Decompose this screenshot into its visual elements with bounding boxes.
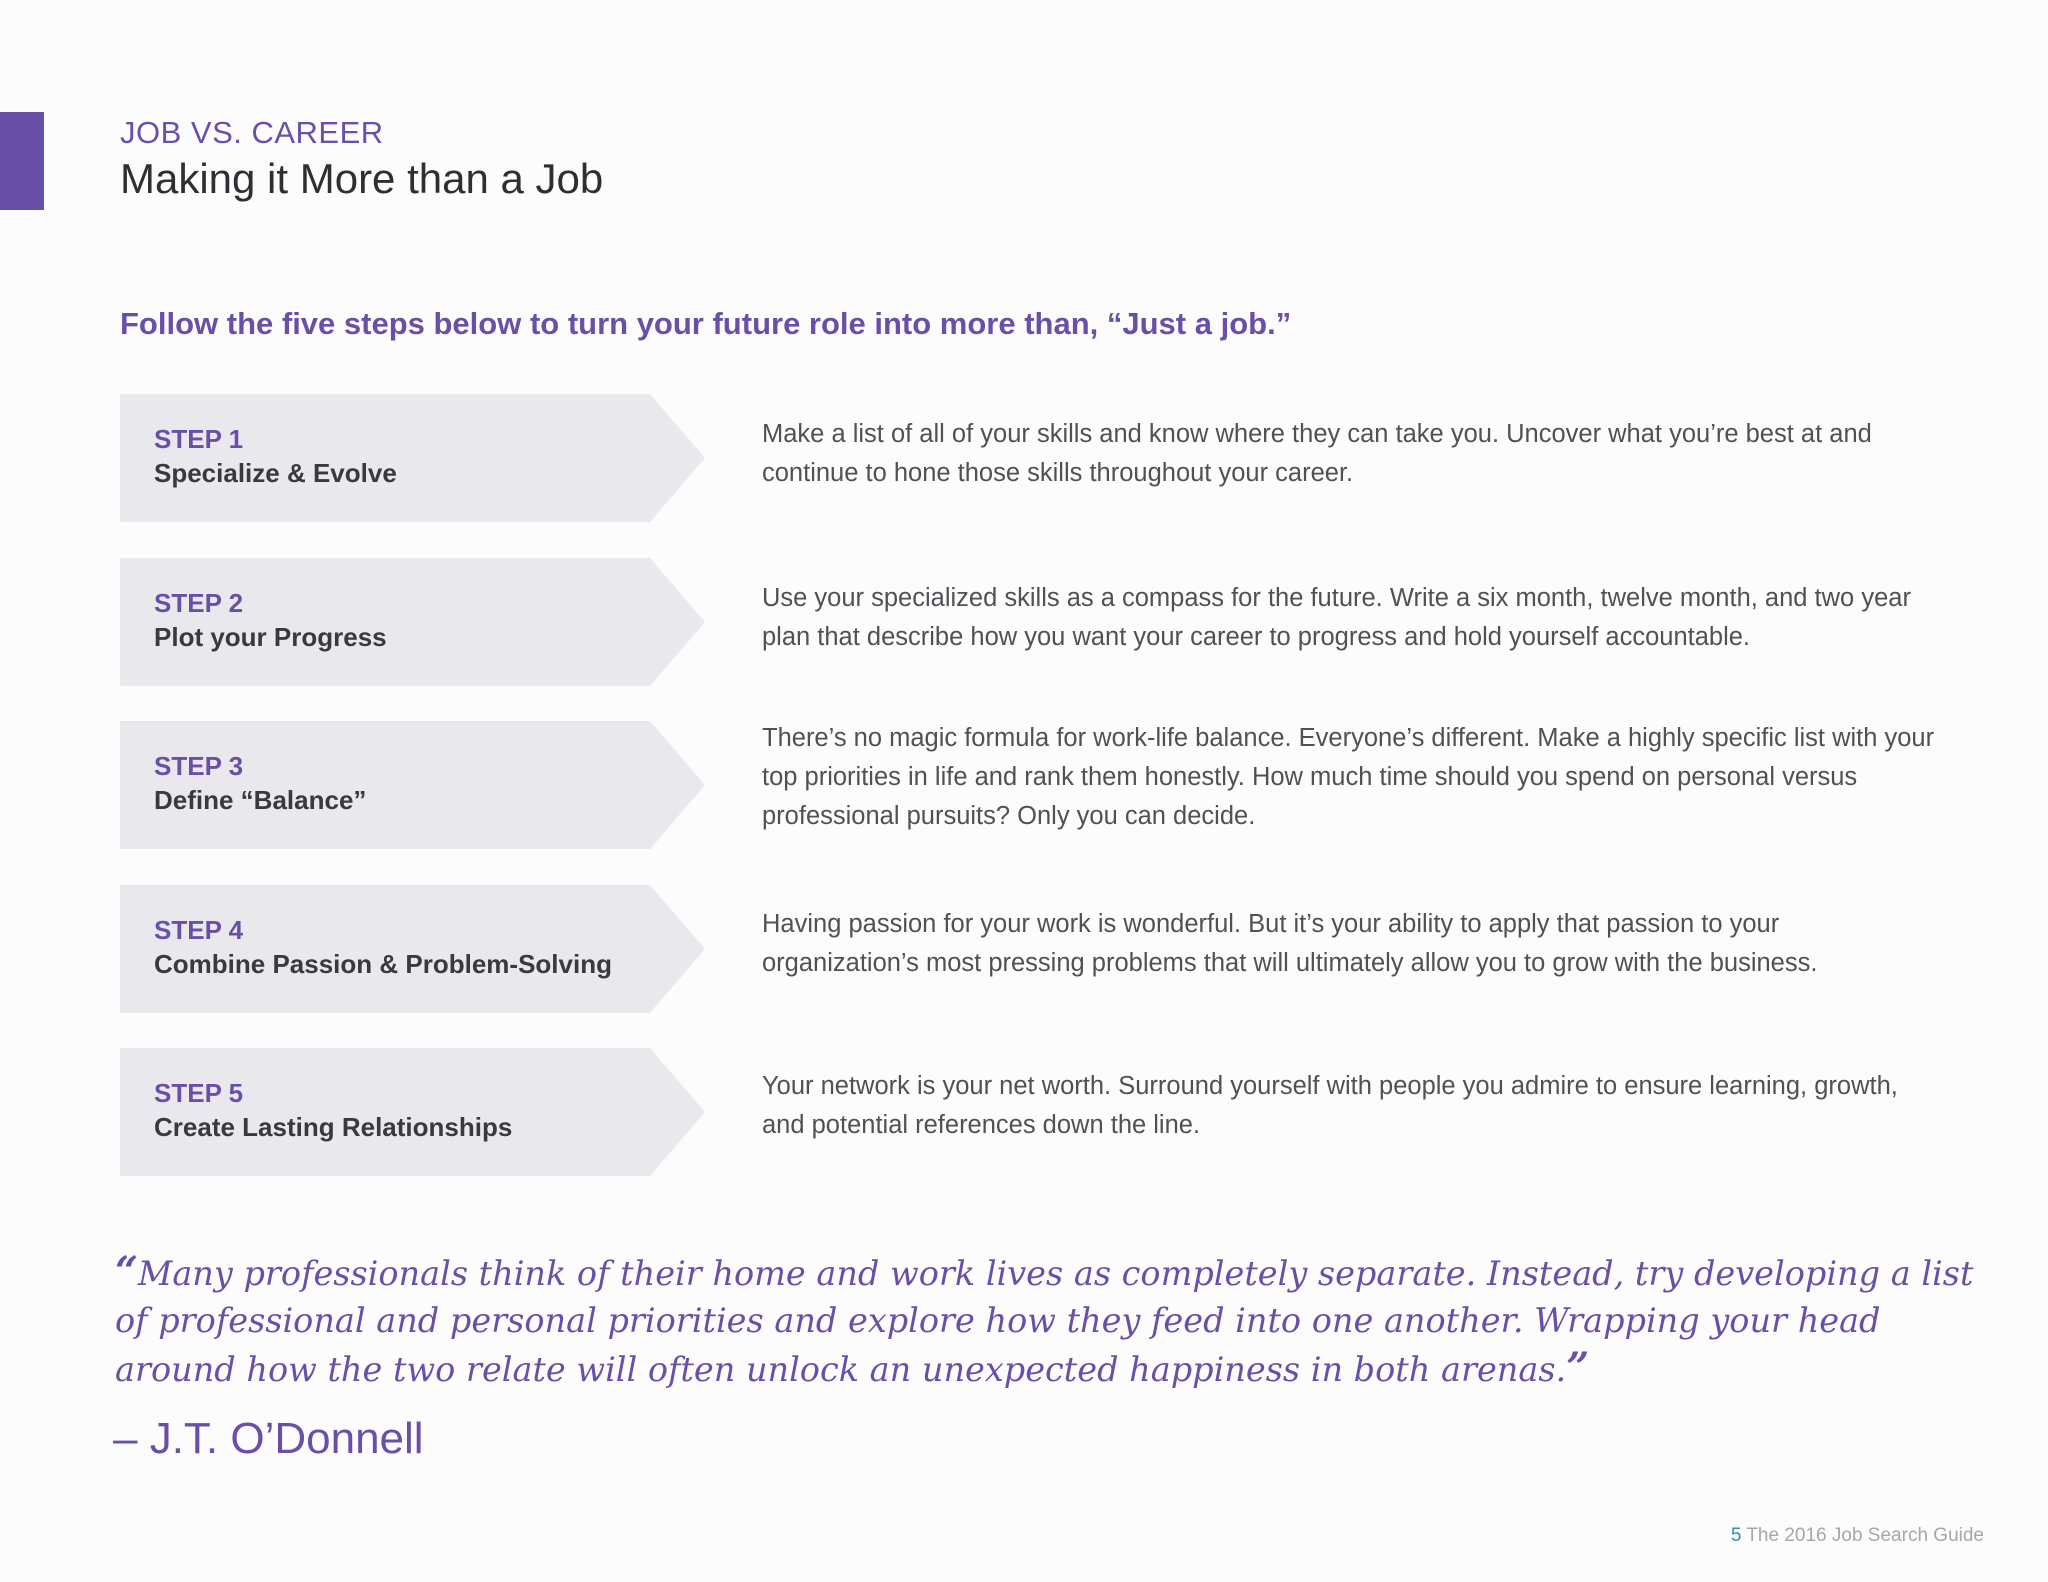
guide-title: The 2016 Job Search Guide [1746, 1525, 1984, 1546]
quote-text: Many professionals think of their home and work lives as completely separate. Instead, try developing a list of professional and personal priorities and explore how they feed into one another. Wrapping your head around how the two relate will often unlock an unexpected happiness in both arenas. [115, 1254, 1974, 1389]
close-quote-mark: ” [1566, 1344, 1590, 1391]
page-number: 5 [1730, 1525, 1742, 1546]
step-name: Specialize & Evolve [154, 458, 397, 488]
intro-text: Follow the five steps below to turn your future role into more than, “Just a job.” [120, 306, 1292, 341]
step-number: STEP 5 [154, 1078, 244, 1108]
step-name: Combine Passion & Problem-Solving [154, 949, 612, 979]
step-name: Create Lasting Relationships [154, 1112, 513, 1142]
step-description: Make a list of all of your skills and know where they can take you. Uncover what you’re best at and continue to hone those skills throughout your career. [762, 420, 1872, 487]
step-number: STEP 4 [154, 915, 244, 945]
step-number: STEP 2 [154, 588, 244, 618]
step-description: Use your specialized skills as a compass for the future. Write a six month, twelve month, and two year plan that describe how you want your career to progress and hold yourself accountable. [762, 584, 1911, 651]
step-name: Plot your Progress [154, 622, 387, 652]
step-description: Your network is your net worth. Surround yourself with people you admire to ensure learning, growth, and potential references down the line. [762, 1072, 1898, 1139]
quote-attribution: – J.T. O’Donnell [113, 1414, 424, 1463]
step-name: Define “Balance” [154, 785, 367, 815]
pull-quote [115, 1248, 1975, 1393]
page-title: Making it More than a Job [120, 155, 604, 202]
accent-bar [0, 112, 44, 210]
step-number: STEP 3 [154, 751, 244, 781]
step-description: Having passion for your work is wonderful. But it’s your ability to apply that passion to your organization’s most pressing problems that will ultimately allow you to grow with the business. [762, 910, 1818, 977]
section-eyebrow: JOB VS. CAREER [120, 115, 384, 150]
open-quote-mark: “ [115, 1248, 139, 1295]
step-description: There’s no magic formula for work-life balance. Everyone’s different. Make a highly specific list with your top priorities in life and rank them honestly. How much time should you spend on personal versus professional pursuits? Only you can decide. [762, 724, 1935, 830]
step-number: STEP 1 [154, 424, 244, 454]
page-footer [1731, 1525, 1984, 1547]
